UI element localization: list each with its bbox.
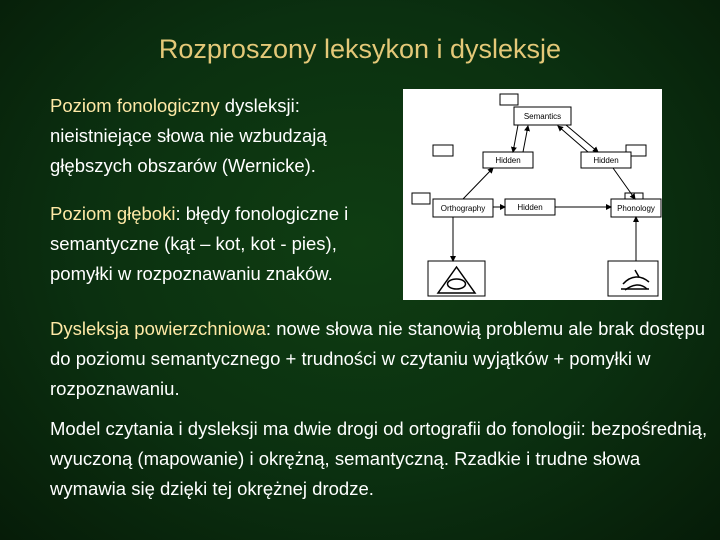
eye-icon — [438, 267, 475, 293]
hidden-right-label: Hidden — [593, 156, 619, 165]
orthography-label: Orthography — [440, 204, 486, 213]
paragraph-deep-dyslexia — [50, 199, 400, 289]
hidden-left-label: Hidden — [495, 156, 521, 165]
paragraph-surface-dyslexia — [50, 314, 710, 404]
paragraph-phonological-dyslexia — [50, 91, 400, 181]
paragraph-text: : nowe słowa nie stanowią problemu ale brak dostępu do poziomu semantycznego + trudności w czytaniu wyjątków + pomyłki w rozpoznawaniu. — [50, 318, 706, 399]
phonology-label: Phonology — [617, 204, 655, 213]
speech-output-box — [608, 261, 658, 296]
paragraph-text: dysleksji: nieistniejące słowa nie wzbudzają głębszych obszarów (Wernicke). — [50, 95, 327, 176]
reading-model-diagram — [403, 89, 662, 300]
mouth-icon — [621, 270, 649, 290]
paragraph-highlight: Dysleksja powierzchniowa — [50, 318, 266, 339]
paragraph-text: Model czytania i dysleksji ma dwie drogi od ortografii do fonologii: bezpośrednią, wyuczoną (mapowanie) i okrężną, semantyczną. Rzadkie i trudne słowa wymawia się dzięki tej okrężnej drodze. — [50, 418, 708, 499]
paragraph-highlight: Poziom fonologiczny — [50, 95, 220, 116]
hidden-center-label: Hidden — [517, 203, 543, 212]
semantics-label: Semantics — [523, 112, 562, 121]
paragraph-highlight: Poziom głęboki — [50, 203, 176, 224]
paragraph-text: : błędy fonologiczne i semantyczne (kąt – kot, kot - pies), pomyłki w rozpoznawaniu znaków. — [50, 203, 349, 284]
slide-title: Rozproszony leksykon i dysleksje — [158, 34, 562, 64]
paragraph-reading-model — [50, 414, 710, 504]
